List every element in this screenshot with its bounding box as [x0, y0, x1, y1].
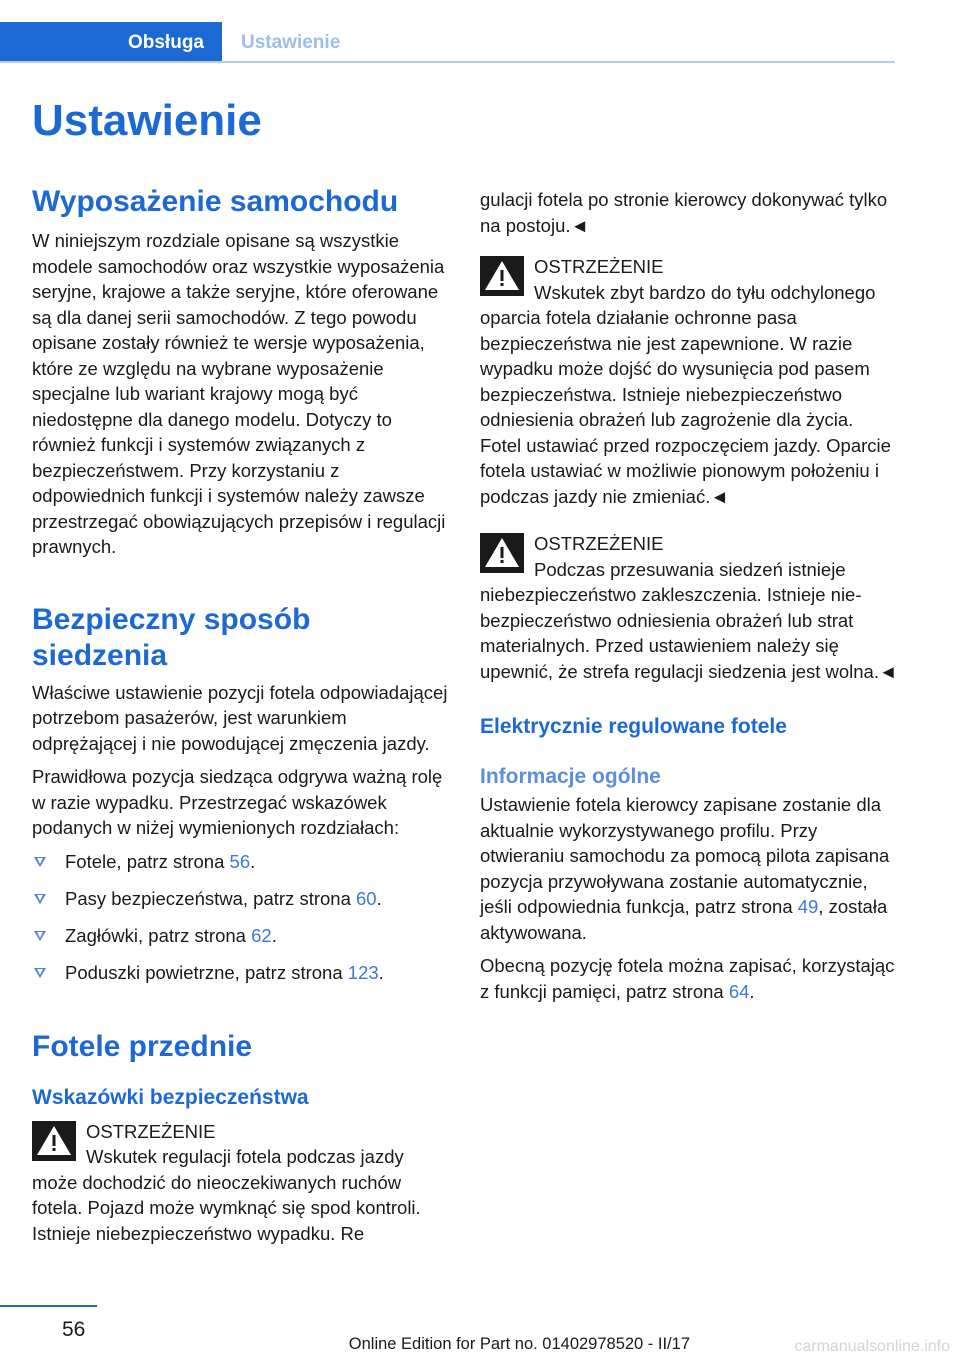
- tab-obsluga-label: Obsługa: [127, 31, 204, 53]
- paragraph-bezpieczny-1: Właściwe ustawienie pozycji fotela odpowiadającej potrzebom pasażerów, jest warunkiem odprężającej i nie powodującej zmęczenia jazdy.: [32, 681, 448, 754]
- subheading-wskazowki: Wskazówki bezpieczeństwa: [32, 1085, 309, 1109]
- warning-block-3: [480, 529, 898, 684]
- page-link[interactable]: 60: [356, 887, 377, 909]
- tab-obsluga[interactable]: [0, 22, 222, 63]
- list-item-end: .: [271, 924, 277, 946]
- subheading-informacje: Informacje ogólne: [480, 765, 661, 788]
- section-heading-wyposazenie: Wyposażenie samochodu: [32, 185, 399, 218]
- bullet-triangle-icon: [34, 931, 46, 941]
- warning-block-2: [480, 252, 898, 509]
- warning-text: Podczas przesuwania siedzeń istnieje niebezpieczeństwo zakleszczenia. Istnieje niebezpieczeństwo odniesienia obrażeń lub strat materialnych. Przed ustawieniem należy się upewnić, że strefa regulacji siedzenia jest wolna.◄: [480, 558, 898, 682]
- list-item-text: Fotele, patrz strona: [65, 850, 230, 872]
- page-link[interactable]: 62: [251, 924, 272, 946]
- bullet-list: [32, 843, 450, 991]
- page-link[interactable]: 123: [347, 961, 379, 983]
- paragraph-informacje-1: [480, 792, 898, 945]
- list-item-text: Zagłówki, patrz strona: [65, 924, 252, 946]
- warning-title: OSTRZEŻENIE: [534, 533, 664, 554]
- paragraph-text: .: [749, 980, 755, 1002]
- list-item-text: Pasy bezpieczeństwa, patrz strona: [65, 887, 357, 909]
- header-bar: [0, 22, 895, 62]
- page-link[interactable]: 49: [797, 896, 819, 917]
- warning-title: OSTRZEŻENIE: [534, 256, 664, 277]
- tab-ustawienie[interactable]: Ustawienie: [241, 32, 341, 53]
- section-heading-bezpieczny: Bezpieczny sposób siedzenia: [32, 602, 311, 672]
- bullet-triangle-icon: [34, 968, 46, 978]
- paragraph-bezpieczny-2: Prawidłowa pozycja siedząca odgrywa ważną rolę w razie wypadku. Przestrzegać wskazówek podanych w niżej wymienionych rozdziałach:: [32, 766, 443, 838]
- paragraph-informacje-2: [480, 953, 898, 1004]
- paragraph-text: Obecną pozycję fotela można zapisać, korzystając z funkcji pamięci, patrz strona: [480, 955, 895, 1002]
- list-item: [32, 843, 450, 880]
- paragraph-text: , została aktywowana.: [480, 896, 888, 943]
- warning-title: OSTRZEŻENIE: [86, 1120, 216, 1142]
- paragraph-continued: gulacji fotela po stronie kierowcy dokonywać tylko na postoju.◄: [480, 189, 888, 236]
- bullet-triangle-icon: [34, 857, 46, 867]
- page-title: Ustawienie: [32, 96, 262, 145]
- warning-text: Wskutek zbyt bardzo do tyłu odchylonego oparcia fotela działanie ochronne pasa bezpieczeństwa nie jest zapewnione. W razie wypadku może dojść do wysunięcia pod pasem bezpieczeństwa. Istnieje niebezpieczeństwo odniesienia obrażeń lub zagrożenie dla życia. Fotel ustawiać przed rozpoczęciem jazdy. Oparcie fotela ustawiać w możliwie pionowym położeniu i podczas jazdy nie zmieniać.◄: [480, 281, 891, 507]
- warning-triangle-icon: [32, 1121, 76, 1161]
- warning-triangle-icon: [480, 533, 524, 573]
- list-item: [32, 880, 450, 917]
- bullet-triangle-icon: [34, 894, 46, 904]
- left-column: [32, 184, 450, 1246]
- paragraph-wyposazenie: W niniejszym rozdziale opisane są wszystkie modele samochodów oraz wszystkie wyposażenia seryjne, krajowe a także seryjne, które oferowane są dla danej serii samochodów. Z tego powodu opisane zostały również te wersje wyposażenia, które ze względu na wybrane wyposażenie specjalne lub wariant krajowy mogą być niedostępne dla danego modelu. Dotyczy to również funkcji i systemów związanych z bezpieczeństwem. Przy korzystaniu z odpowiednich funkcji i systemów należy zawsze przestrzegać obowiązujących przepisów i regulacji prawnych.: [32, 230, 446, 557]
- list-item-end: .: [376, 887, 382, 909]
- page-link[interactable]: 56: [229, 850, 251, 872]
- page-number: 56: [62, 1318, 86, 1341]
- list-item-end: .: [378, 961, 384, 983]
- warning-text: Wskutek regulacji fotela podczas jazdy może dochodzić do nieoczekiwanych ruchów fotela. Pojazd może wymknąć się spod kontroli. Istnieje niebezpieczeństwo wypadku. Re: [32, 1146, 421, 1244]
- list-item-text: Poduszki powietrzne, patrz strona: [65, 961, 348, 983]
- footer-rule: [0, 1305, 97, 1307]
- right-column: [480, 187, 898, 1012]
- section-heading-fotele: Fotele przednie: [32, 1029, 253, 1063]
- paragraph-text: Ustawienie fotela kierowcy zapisane zostanie dla aktualnie wykorzystywanego profilu. Przy otwieraniu samochodu za pomocą pilota zapisana pozycja przywoływana zostanie automatycznie, jeśli odpowiednia funkcja, patrz strona: [480, 794, 890, 917]
- page-link[interactable]: 64: [728, 980, 750, 1002]
- list-item: [32, 954, 450, 991]
- header-rule: [0, 61, 895, 63]
- list-item: [32, 917, 450, 954]
- list-item-end: .: [250, 850, 256, 872]
- warning-triangle-icon: [480, 256, 524, 296]
- warning-block-1: [32, 1117, 450, 1247]
- edition-line: Online Edition for Part no. 01402978520 - II/17: [348, 1335, 690, 1353]
- watermark: carmanualsonline.info: [794, 1338, 950, 1355]
- subheading-elektrycznie: Elektrycznie regulowane fotele: [480, 715, 787, 738]
